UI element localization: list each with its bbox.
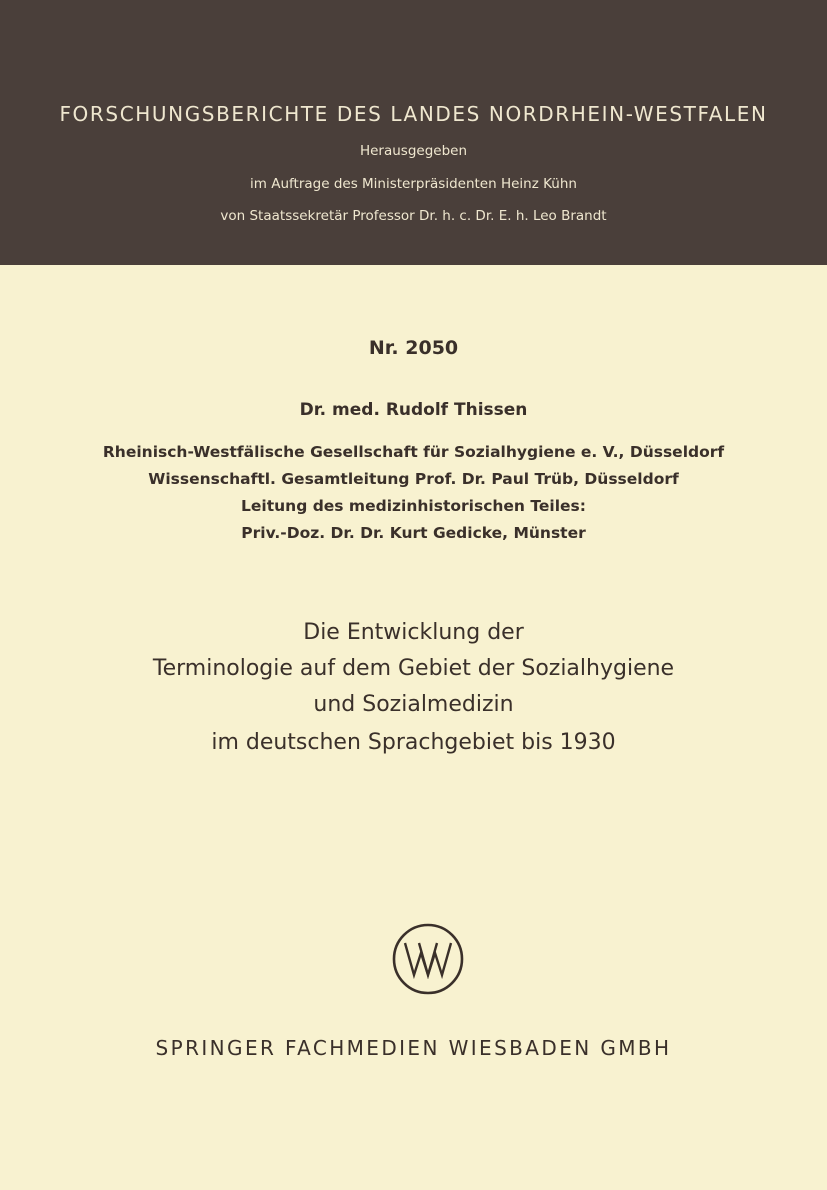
publisher-name: SPRINGER FACHMEDIEN WIESBADEN GMBH <box>155 1036 672 1060</box>
affiliation-line: Rheinisch-Westfälische Gesellschaft für Sozialhygiene e. V., Düsseldorf <box>102 443 725 461</box>
editor-line-herausgegeben: Herausgegeben <box>359 143 468 159</box>
book-title-line: und Sozialmedizin <box>313 692 514 717</box>
book-title-line: Terminologie auf dem Gebiet der Sozialhygiene <box>152 656 675 681</box>
affiliation-line: Priv.-Doz. Dr. Dr. Kurt Gedicke, Münster <box>241 524 586 542</box>
author-name: Dr. med. Rudolf Thissen <box>299 400 528 420</box>
affiliation-line: Leitung des medizinhistorischen Teiles: <box>241 497 586 515</box>
report-number: Nr. 2050 <box>368 337 459 359</box>
book-title-line: im deutschen Sprachgebiet bis 1930 <box>211 730 616 755</box>
header-band <box>0 0 827 265</box>
editor-line-staatssekretaer: von Staatssekretär Professor Dr. h. c. Dr. E. h. Leo Brandt <box>220 208 607 224</box>
book-title-line: Die Entwicklung der <box>303 620 524 645</box>
editor-line-auftrag: im Auftrage des Ministerpräsidenten Heinz Kühn <box>250 176 577 192</box>
springer-vw-logo-icon <box>391 922 465 996</box>
series-title: FORSCHUNGSBERICHTE DES LANDES NORDRHEIN-WESTFALEN <box>59 102 768 126</box>
affiliation-line: Wissenschaftl. Gesamtleitung Prof. Dr. Paul Trüb, Düsseldorf <box>148 470 679 488</box>
